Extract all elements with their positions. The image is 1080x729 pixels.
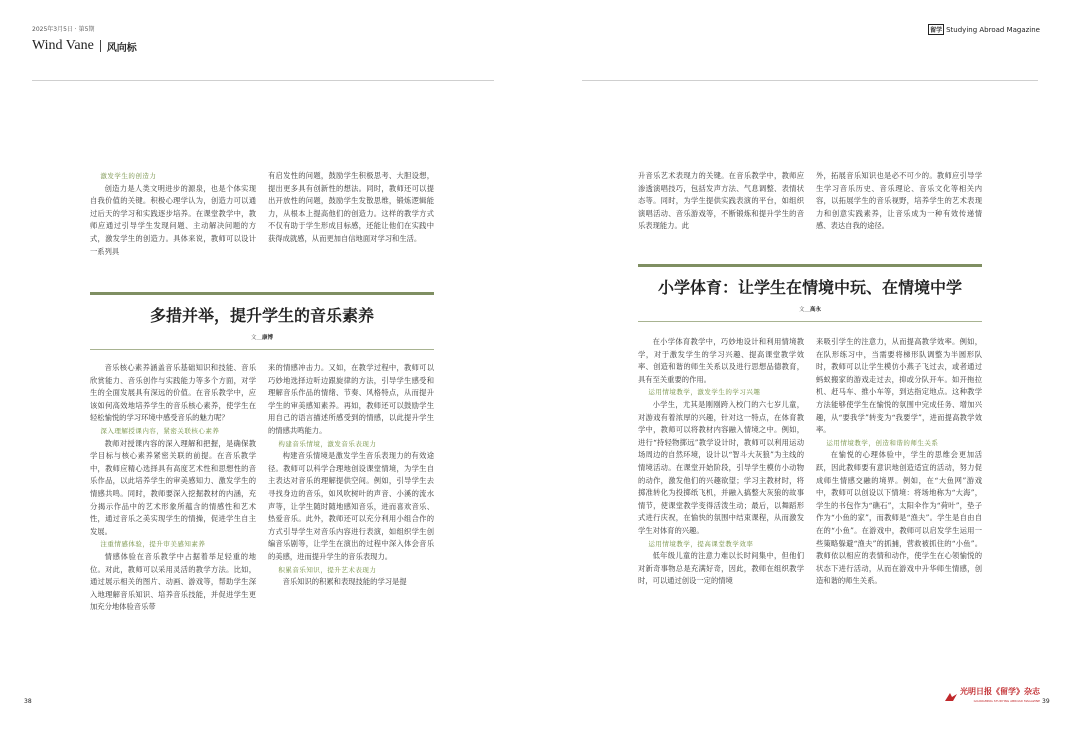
page-number-right: 39	[1042, 698, 1050, 705]
left-top-col1	[90, 170, 256, 258]
paragraph: 有启发性的问题，鼓励学生积极思考、大胆设想，提出更多具有创新性的想法。同时，教师还可以提出开放性的问题，鼓励学生发散思维，锻炼逻辑能力，从根本上提高他们的创造力。这样的教学方式不仅有助于学生形成目标感，还能让他们在实践中获得成就感，从而更加自信地面对学习和生活。	[268, 171, 434, 243]
paragraph: 低年级儿童的注意力难以长时间集中，但他们对新奇事物总是充满好奇，因此，教师在组织教学时，可以通过创设一定的情境	[638, 551, 804, 586]
logo-text: 光明日报《留学》杂志	[960, 686, 1040, 696]
left-body-col1	[90, 362, 256, 684]
subheading: 注重情感体验，提升审美感知素养	[100, 540, 206, 549]
paragraph: 来的情感冲击力。又如，在教学过程中，教师可以巧妙地选择边听边跟旋律的方法，引导学生感受和理解音乐作品的情绪、节奏、风格特点，从而提升学生的审美感知素养。再如，教师还可以鼓励学生用自己的语言描述所感受到的情感，以此提升学生的情感共鸣能力。	[268, 363, 434, 435]
logo-subtitle: GUANGMING STUDYING ABROAD MAGAZINE	[973, 699, 1040, 703]
right-top-col1	[638, 170, 804, 233]
paragraph: 外，拓展音乐知识也是必不可少的。教师应引导学生学习音乐历史、音乐理论、音乐文化等相关内容，以拓展学生的音乐视野，培养学生的艺术表现力和创意实践素养，让音乐成为一种有效传递情感、表达自我的途径。	[816, 171, 982, 231]
footer-logo	[944, 686, 1040, 697]
left-top-col2	[268, 170, 434, 246]
section-label	[32, 38, 137, 54]
article-title: 小学体育：让学生在情境中玩、在情境中学	[657, 278, 962, 297]
subheading: 深入理解授课内容，紧密关联核心素养	[100, 426, 220, 435]
paragraph: 来吸引学生的注意力，从而提高教学效率。例如，在队形练习中，当需要将梯形队调整为半圆形队时，教师可以让学生模仿小燕子飞过去，或者通过蚂蚁搬家的游戏走过去，抑或分队开车。如开拖拉机、赶马车、推小车等，到达指定地点。这种教学方法能够使学生在愉悦的氛围中完成任务、增加兴趣，从“要我学”转变为“我要学”，进而提高教学效率。	[816, 337, 982, 435]
subheading: 运用情境教学，提高课堂教学效率	[648, 539, 754, 548]
page-number-left: 38	[24, 698, 32, 705]
left-body-col2	[268, 362, 434, 684]
section-title-en: Wind Vane	[32, 38, 94, 53]
subheading: 激发学生的创造力	[100, 172, 157, 180]
subheading: 构建音乐情境，激发音乐表现力	[278, 439, 377, 448]
issue-date: 2025年3月5日 · 第5期	[32, 26, 95, 33]
article-byline	[90, 333, 434, 341]
author: 康博	[262, 335, 274, 341]
magazine-icon: 留学	[928, 24, 944, 35]
section-divider	[100, 40, 101, 52]
header-rule-left	[32, 80, 494, 81]
paragraph: 情感体验在音乐教学中占据着举足轻重的地位。对此，教师可以采用灵活的教学方法。比如，通过展示相关的图片、动画、游戏等，帮助学生深入地理解音乐知识、培养音乐技能，并促进学生更加充分地体验音乐带	[90, 551, 256, 612]
intro-paragraph: 在小学体育教学中，巧妙地设计和利用情境教学，对于激发学生的学习兴趣、提高课堂教学效率、创造和谐的师生关系以及进行思想品德教育，具有至关重要的作用。	[638, 337, 804, 384]
paragraph: 音乐知识的积累和表现技能的学习是提	[282, 577, 407, 587]
paragraph: 升音乐艺术表现力的关键。在音乐教学中，教师应渗透演唱技巧，包括发声方法、气息调整、表情状态等。同时，为学生提供实践表演的平台，如组织演唱活动、音乐游戏等，不断锻炼和提升学生的音乐表现能力。此	[638, 171, 804, 231]
article-byline	[638, 305, 982, 313]
paragraph: 教师对授课内容的深入理解和把握，是确保教学目标与核心素养紧密关联的前提。在音乐教学中，教师应精心选择具有高度艺术性和思想性的音乐作品，以此培养学生的审美感知力、激发学生的情感共鸣。同时，教师要深入挖掘教材的内涵，充分揭示作品中的艺术形象所蕴含的情感性和艺术性，通过音乐之美实现学生的情操，促进学生自主发展。	[90, 438, 256, 536]
byline-prefix: 文＿	[798, 307, 810, 313]
author: 高永	[810, 307, 822, 313]
header-rule-right	[582, 80, 1038, 81]
intro-paragraph: 音乐核心素养涵盖音乐基础知识和技能、音乐欣赏能力、音乐创作与实践能力等多个方面，对学生的全面发展具有深远的价值。在音乐教学中，应该如何高效地培养学生的音乐核心素养，使学生在轻松愉悦的学习环境中感受音乐的魅力呢？	[90, 363, 256, 423]
section-title-cn: 风向标	[106, 42, 137, 54]
paragraph: 在愉悦的心理体验中，学生的思维会更加活跃，因此教师要有意识地创造适宜的活动，努力促成师生情感交融的境界。例如，在“大鱼网”游戏中，教师可以创设以下情境：将场地称为“大海”，学生的书包作为“礁石”，太阳伞作为“荷叶”，垫子作为“小鱼的家”，而教师是“渔夫”。学生是自由自在的“小鱼”。在游戏中，教师可以启发学生运用一些策略躲避“渔夫”的抓捕，营救被抓住的“小鱼”。教师依以相应的表情和动作，使学生在心领愉悦的状态下进行活动，从而在游戏中升华师生情感，创造和谐的师生关系。	[816, 450, 982, 586]
subheading: 积累音乐知识，提升艺术表现力	[278, 565, 377, 574]
subheading: 运用情境教学，创造和谐的师生关系	[826, 438, 939, 447]
subheading: 运用情境教学，激发学生的学习兴趣	[648, 388, 761, 397]
right-body-col1	[638, 336, 804, 684]
right-body-col2	[816, 336, 982, 684]
article-rule-bottom	[90, 349, 434, 350]
byline-prefix: 文＿	[250, 335, 262, 341]
logo-mark-icon	[944, 687, 958, 697]
paragraph: 小学生，尤其是刚刚跨入校门的六七岁儿童，对游戏有着浓厚的兴趣，针对这一特点，在体育教学中，教师可以将教材内容融入情境之中。例如，进行“持轻物掷远”教学设计时，教师可以利用运动场周边的自然环境，设计以“智斗大灰狼”为主线的情境活动。在课堂开始阶段，引导学生模仿小动物的动作，激发他们的兴趣欲望；学习主教材时，将掷准转化为投掷纸飞机，并融入搞整大灰狼的故事情节，使课堂教学变得活泼生动；最后，以舞蹈形式进行庆祝，在愉快的氛围中结束课程，从而激发学生对体育的兴趣。	[638, 399, 804, 535]
magazine-name	[928, 24, 1040, 35]
paragraph: 构建音乐情境是激发学生音乐表现力的有效途径。教师可以科学合理地创设课堂情境，为学生自主表达对音乐的理解提供空间。例如，引导学生去寻找身边的音乐，如风吹树叶的声音、小溪的流水声等，让学生随时随地感知音乐，进而喜欢音乐、热爱音乐。此外，教师还可以充分利用小组合作的方式引导学生对音乐内容进行表演，如组织学生创编音乐剧等，让学生在演出的过程中深入体会音乐的美感，进而提升学生的音乐表现力。	[268, 451, 434, 561]
paragraph: 创造力是人类文明进步的源泉，也是个体实现自我价值的关键。积极心理学认为，创造力可以通过后天的学习和实践逐步培养。在课堂教学中，教师应通过引导学生发现问题、主动解决问题的方式，激发学生的创造力。具体来说，教师可以设计一系列具	[90, 183, 256, 256]
right-top-col2	[816, 170, 982, 233]
article-rule-top	[90, 292, 434, 295]
article-title: 多措并举，提升学生的音乐素养	[149, 306, 374, 325]
article-rule-top	[638, 264, 982, 267]
article-rule-bottom	[638, 321, 982, 322]
magazine-title: Studying Abroad Magazine	[946, 25, 1040, 34]
